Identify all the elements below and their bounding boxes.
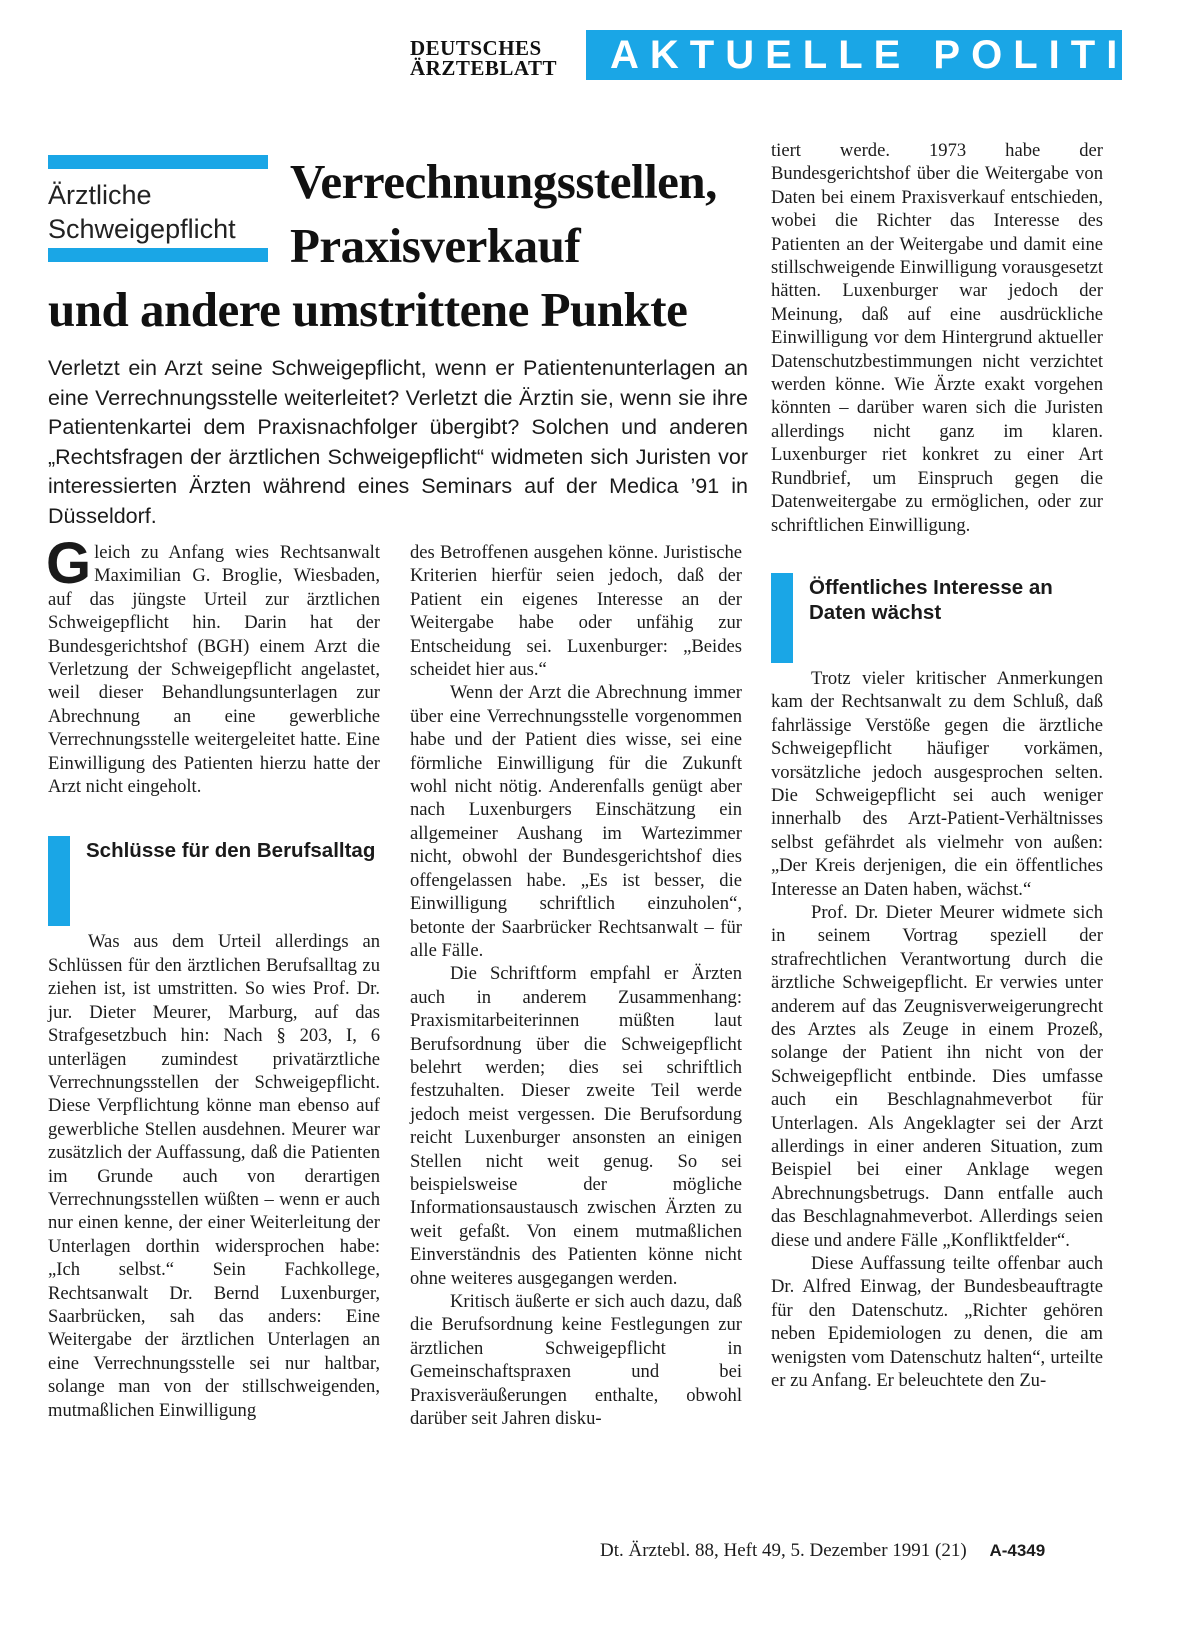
headline-line-2: Praxisverkauf [290, 218, 581, 273]
kicker-line-2: Schweigepflicht [48, 214, 236, 244]
footer-citation: Dt. Ärztebl. 88, Heft 49, 5. Dezember 1991 (21) [600, 1540, 967, 1561]
subhead-bar [48, 836, 70, 926]
subhead-2 [771, 573, 1103, 663]
col2-paragraph-2: Wenn der Arzt die Abrechnung immer über eine Verrechnungsstelle vorgenommen habe und der Patient dies wisse, sei eine förmliche Einwilligung für die Zukunft wohl nicht nötig. Anderenfalls genügt aber nach Luxenburgers Einschätzung ein allgemeiner Aushang im Wartezimmer nicht, obwohl der Bundesgerichtshof dies offengelassen habe. „Es ist besser, die Einwilligung schriftlich einzuholen“, betonte der Saarbrücker Rechtsanwalt – für alle Fälle. [410, 682, 742, 961]
subhead-bar [771, 573, 793, 663]
headline [48, 150, 768, 342]
subhead-1 [48, 836, 380, 926]
logo-line-1: DEUTSCHES [410, 36, 542, 60]
headline-line-3: und andere umstrittene Punkte [48, 282, 688, 337]
col1-paragraph-1 [46, 531, 380, 798]
page-number: A-4349 [989, 1541, 1046, 1560]
column-3 [771, 139, 1103, 1393]
col3-paragraph-3: Prof. Dr. Dieter Meurer widmete sich in seinem Vortrag speziell der strafrechtlichen Verantwortung durch die ärztliche Schweigepflicht. Er verwies unter anderem auf das Zeugnisverweigerungrecht des Arztes als Zeuge in einem Prozeß, solange der Patient ihn nicht von der Schweigepflicht entbinde. Dies umfasse auch ein Beschlagnahmeverbot für Unterlagen. Als Angeklagter sei der Arzt allerdings in einer anderen Situation, zum Beispiel bei einer Anklage wegen Abrechnungsbetrugs. Dann entfalle auch das Beschlagnahmeverbot. Allerdings seien diese und andere Fälle „Konfliktfelder“. [771, 901, 1103, 1251]
subhead-1-text: Schlüsse für den Berufsalltag [86, 839, 376, 863]
subhead-2-text: Öffentliches Interesse an Daten wächst [809, 575, 1053, 624]
col3-paragraph-2: Trotz vieler kritischer Anmerkungen kam der Rechtsanwalt zu dem Schluß, daß fahrlässige Verstöße gegen die ärztliche Schweigepflicht häufiger vorkämen, vorsätzliche jedoch ausgesprochen selten. Die Schweigepflicht sei auch weniger innerhalb des Arzt-Patient-Verhältnisses selbst gefährdet als vielmehr von außen: „Der Kreis derjenigen, die ein öffentliches Interesse an Daten haben, wächst.“ [771, 667, 1103, 900]
page-footer [600, 1540, 1120, 1562]
col1-paragraph-2: Was aus dem Urteil allerdings an Schlüssen für den ärztlichen Berufsalltag zu ziehen ist, ist umstritten. So wies Prof. Dr. jur. Dieter Meurer, Marburg, auf das Strafgesetzbuch hin: Nach § 203, I, 6 unterlägen zumindest privatärztliche Verrechnungsstellen der Schweigepflicht. Diese Verpflichtung könne man ebenso auf gewerbliche Stellen ausdehnen. Meurer war zusätzlich der Auffassung, daß die Patienten im Grunde auch von derartigen Verrechnungsstellen wüßten – wenn er auch nur einen kenne, der einer Weiterleitung der Unterlagen dorthin widersprochen habe: „Ich selbst.“ Sein Fachkollege, Rechtsanwalt Dr. Bernd Luxenburger, Saarbrücken, sah das anders: Eine Weitergabe der ärztlichen Unterlagen an eine Verrechnungsstelle sei nur haltbar, solange man von der stillschweigenden, mutmaßlichen Einwilligung [48, 931, 380, 1421]
column-1 [46, 531, 380, 1422]
lead-paragraph: Verletzt ein Arzt seine Schweigepflicht, wenn er Patientenunterlagen an eine Verrechnungsstelle weiterleitet? Verletzt die Ärztin sie, wenn sie ihre Patientenkartei dem Praxisnachfolger übergibt? Solchen und anderen „Rechtsfragen der ärztlichen Schweigepflicht“ widmeten sich Juristen vor interessierten Ärzten während eines Seminars auf der Medica ’91 in Düsseldorf. [48, 356, 748, 528]
column-2 [410, 541, 742, 1430]
kicker-line-1: Ärztliche [48, 180, 152, 210]
masthead-logo [410, 38, 580, 78]
headline-line-1: Verrechnungsstellen, [290, 154, 717, 209]
section-banner: AKTUELLE POLITIK [586, 30, 1122, 80]
drop-cap: G [46, 531, 92, 596]
col1-p1-text: leich zu Anfang wies Rechtsanwalt Maximilian G. Broglie, Wiesbaden, auf das jüngste Urteil zur ärztlichen Schweigepflicht hin. Darin hat der Bundesgerichtshof (BGH) einem Arzt die Verletzung der Schweigepflicht angelastet, weil dieser Behandlungsunterlagen zur Abrechnung an eine gewerbliche Verrechnungsstelle weitergeleitet hatte. Eine Einwilligung des Patienten hierzu hatte der Arzt nicht eingeholt. [48, 542, 380, 798]
col2-paragraph-1: des Betroffenen ausgehen könne. Juristische Kriterien hierfür seien jedoch, daß der Patient ein eigenes Interesse an der Weitergabe habe oder unfähig zur Entscheidung sei. Luxenburger: „Beides scheidet hier aus.“ [410, 542, 742, 681]
col2-paragraph-3: Die Schriftform empfahl er Ärzten auch in anderem Zusammenhang: Praxismitarbeiterinnen müßten laut Berufsordnung über die Schweigepflicht belehrt werden; dies sei schriftlich festzuhalten. Dieser zweite Teil werde jedoch meist vergessen. Die Berufsordung reicht Luxenburger ansonsten an einigen Stellen nicht weit genug. So sei beispielsweise der mögliche Informationsaustausch zwischen Ärzten zu weit gefaßt. Von einem mutmaßlichen Einverständnis des Patienten könne nicht ohne weiteres ausgegangen werden. [410, 963, 742, 1289]
col3-paragraph-4: Diese Auffassung teilte offenbar auch Dr. Alfred Einwag, der Bundesbeauftragte für den Datenschutz. „Richter gehören neben Epidemiologen zu denen, die am wenigsten vom Datenschutz halten“, urteilte er zu Anfang. Er beleuchtete den Zu- [771, 1253, 1103, 1392]
col2-paragraph-4: Kritisch äußerte er sich auch dazu, daß die Berufsordnung keine Festlegungen zur ärztlichen Schweigepflicht in Gemeinschaftspraxen und bei Praxisveräußerungen enthalte, obwohl darüber seit Jahren disku- [410, 1291, 742, 1430]
logo-line-2: ÄRZTEBLATT [410, 56, 557, 80]
col3-paragraph-1: tiert werde. 1973 habe der Bundesgerichtshof über die Weitergabe von Daten bei einem Praxisverkauf entschieden, wobei die Richter das Interesse des Patienten an der Weitergabe und damit eine stillschweigende Einwilligung vorausgesetzt hätten. Luxenburger war jedoch der Meinung, daß auf eine ausdrückliche Einwilligung vor dem Hintergrund aktueller Datenschutzbestimmungen nicht verzichtet werden könne. Wie Ärzte exakt vorgehen könnten – darüber waren sich die Juristen allerdings nicht ganz im klaren. Luxenburger riet konkret zu einer Art Rundbrief, um Einspruch gegen die Datenweitergabe zu ermöglichen, oder zur schriftlichen Einwilligung. [771, 140, 1103, 536]
